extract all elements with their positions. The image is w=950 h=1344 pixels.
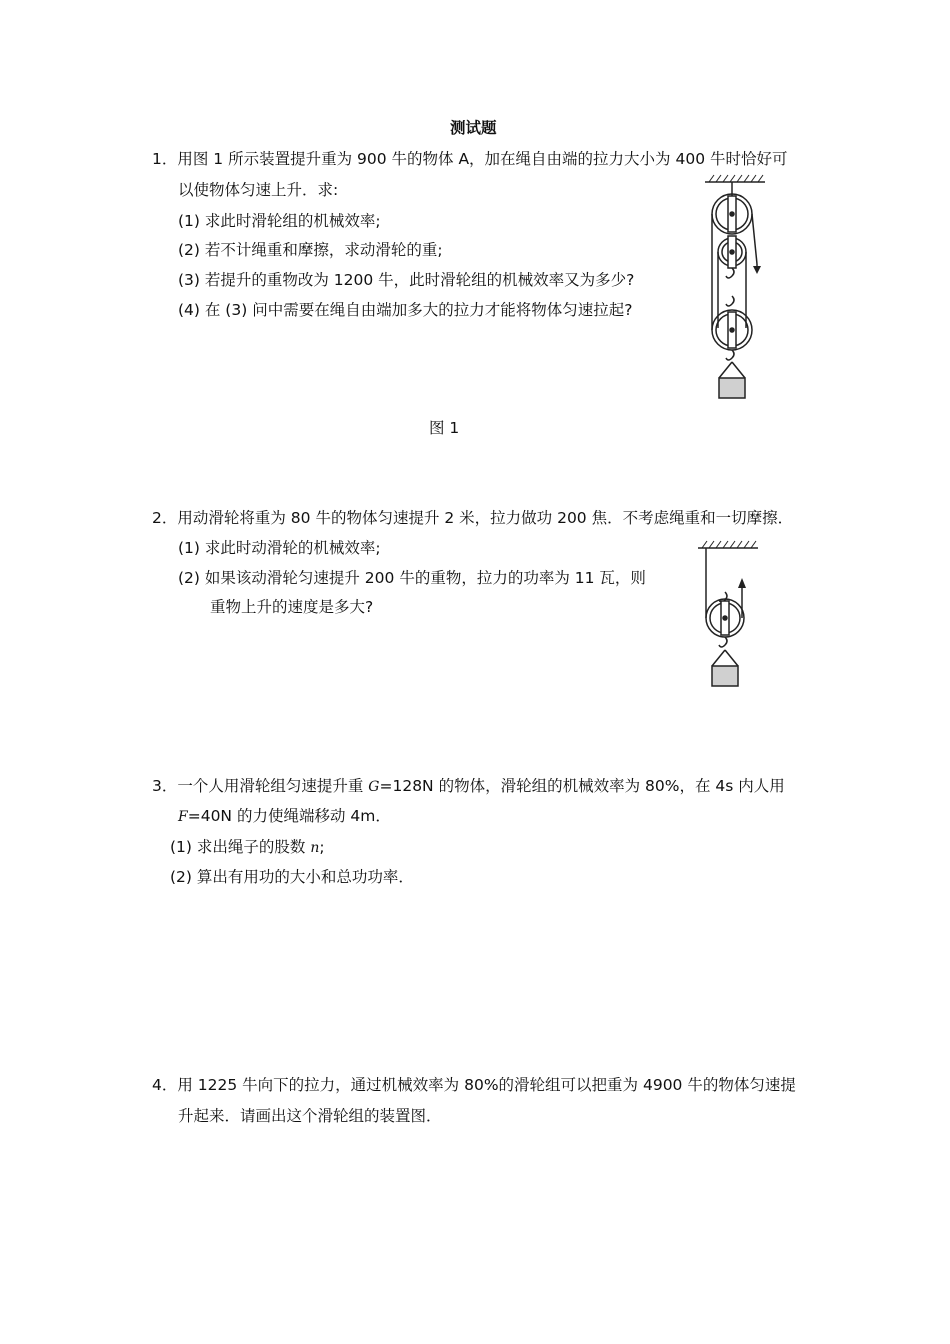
q2-sub-2-line-1: (2) 如果该动滑轮匀速提升 200 牛的重物，拉力的功率为 11 瓦，则 — [178, 569, 646, 587]
q1-line-1: 1．用图 1 所示装置提升重为 900 牛的物体 A，加在绳自由端的拉力大小为 400 牛时恰好可 — [152, 150, 788, 168]
q3-symbol-n: n — [310, 840, 320, 856]
q2-line-1: 2．用动滑轮将重为 80 牛的物体匀速提升 2 米，拉力做功 200 焦．不考虑绳重和一切摩擦． — [152, 509, 794, 527]
q1-sub-3: (3) 若提升的重物改为 1200 牛，此时滑轮组的机械效率又为多少? — [178, 271, 635, 289]
figure-2-movable-pulley — [690, 536, 765, 696]
figure-1-pulley-system — [695, 170, 770, 405]
q3-sub-2: (2) 算出有用功的大小和总功功率． — [170, 868, 414, 886]
q4-line-2: 升起来．请画出这个滑轮组的装置图． — [178, 1107, 442, 1125]
q3-line-1 — [152, 776, 785, 797]
q4-line-1: 4．用 1225 牛向下的拉力，通过机械效率为 80%的滑轮组可以把重为 4900 牛的物体匀速提 — [152, 1076, 796, 1094]
q3-line-2-text: =40N 的力使绳端移动 4m． — [187, 807, 391, 825]
q1-line-2: 以使物体匀速上升．求: — [178, 181, 339, 199]
q1-sub-4: (4) 在 (3) 问中需要在绳自由端加多大的拉力才能将物体匀速拉起? — [178, 301, 633, 319]
q3-sub-1-text: (1) 求出绳子的股数 — [170, 838, 311, 856]
q1-sub-1: (1) 求此时滑轮组的机械效率; — [178, 212, 381, 230]
q2-sub-2-line-2: 重物上升的速度是多大? — [210, 598, 374, 616]
figure-1-caption: 图 1 — [429, 419, 460, 437]
q3-line-2 — [178, 806, 391, 827]
q3-symbol-f: F — [178, 809, 188, 825]
q2-sub-1: (1) 求此时动滑轮的机械效率; — [178, 539, 381, 557]
q3-line-1-start: 3．一个人用滑轮组匀速提升重 — [152, 777, 369, 795]
q1-sub-2: (2) 若不计绳重和摩擦，求动滑轮的重; — [178, 241, 443, 259]
q3-symbol-g: G — [368, 779, 380, 795]
q3-sub-1 — [170, 837, 325, 858]
page-title: 测试题 — [450, 119, 497, 137]
q3-line-1-end: =128N 的物体，滑轮组的机械效率为 80%，在 4s 内人用 — [379, 777, 785, 795]
q3-sub-1-end: ; — [319, 838, 325, 856]
